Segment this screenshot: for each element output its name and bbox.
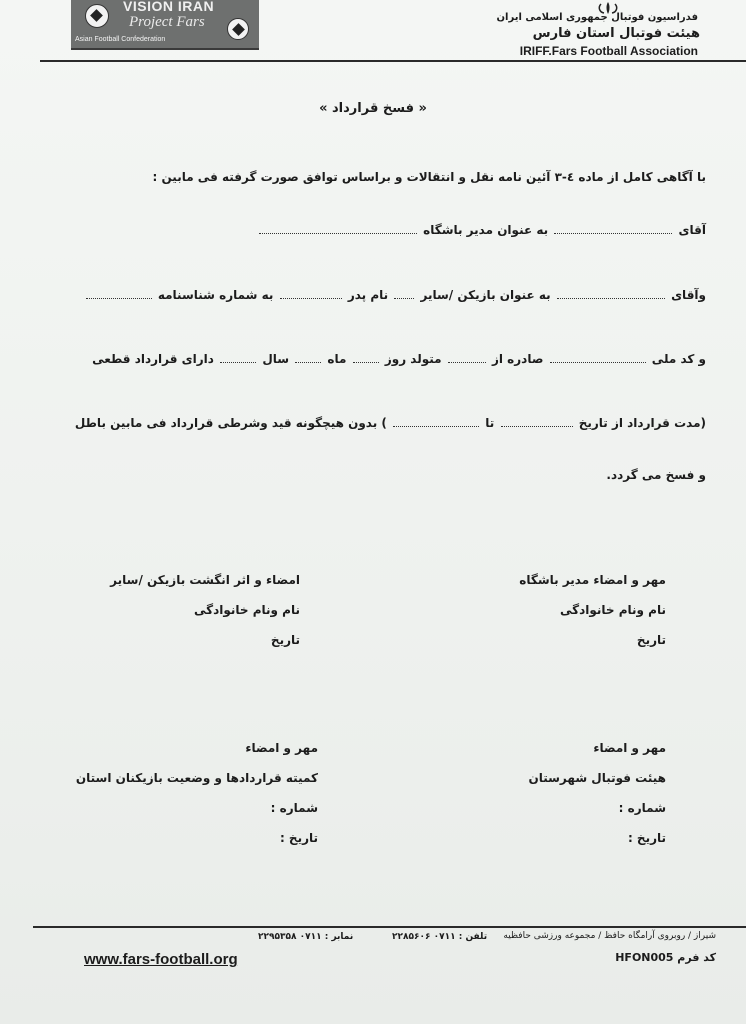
label-day: روز xyxy=(384,352,407,366)
footer-phone: تلفن : ۰۷۱۱ ۲۲۸۵۶۰۶ xyxy=(392,932,488,942)
form-code: کد فرم HFON005 xyxy=(615,951,716,964)
manager-name-blank[interactable] xyxy=(554,223,672,234)
committee-name-label: کمیته قراردادها و وضعیت بازیکنان استان xyxy=(75,771,318,785)
committee-stamp-label: مهر و امضاء xyxy=(245,741,318,755)
association-name-en: IRIFF.Fars Football Association xyxy=(519,44,698,58)
father-name-blank[interactable] xyxy=(280,288,342,299)
form-line-contract-period xyxy=(75,416,706,430)
national-code-blank[interactable] xyxy=(550,352,646,363)
label-father-name: نام پدر xyxy=(347,288,389,302)
label-mr: آقای xyxy=(678,223,706,237)
player-signature-label: امضاء و اثر انگشت بازیکن /سایر xyxy=(110,573,300,587)
intro-line: با آگاهی کامل از ماده ٤-٣ آئین نامه نقل و انتقالات و براساس توافق صورت گرفته فی مابین : xyxy=(152,170,706,184)
label-has-contract: دارای قرارداد قطعی xyxy=(92,352,214,366)
label-as-club-manager: به عنوان مدیر باشگاه xyxy=(423,223,549,237)
city-board-name-label: هیئت فوتبال شهرستان xyxy=(528,771,666,785)
label-id-number: به شماره شناسنامه xyxy=(157,288,274,302)
footer-fax: نمابر : ۰۷۱۱ ۲۲۹۵۳۵۸ xyxy=(258,932,354,942)
player-date-label: تاریخ xyxy=(270,633,300,647)
label-month: ماه xyxy=(327,352,347,366)
committee-signature-block xyxy=(76,741,318,861)
label-issued-from: صادره از xyxy=(491,352,544,366)
club-manager-name-label: نام ونام خانوادگی xyxy=(559,603,666,617)
committee-number-label: شماره : xyxy=(270,801,318,815)
id-number-blank[interactable] xyxy=(86,288,152,299)
player-name-blank[interactable] xyxy=(557,288,665,299)
club-manager-stamp-label: مهر و امضاء مدیر باشگاه xyxy=(519,573,666,587)
committee-date-label: تاریخ : xyxy=(279,831,318,845)
footer-address: شیراز / روبروی آرامگاه حافظ / مجموعه ورزشی حافظیه xyxy=(503,931,716,941)
club-name-blank[interactable] xyxy=(259,223,417,234)
label-and-mr: وآقای xyxy=(671,288,706,302)
birth-month-blank[interactable] xyxy=(295,352,321,363)
logo-text-project: Project Fars xyxy=(129,14,205,30)
logo-text-vision: VISION IRAN xyxy=(123,0,215,14)
city-board-stamp-label: مهر و امضاء xyxy=(593,741,666,755)
player-name-label: نام ونام خانوادگی xyxy=(193,603,300,617)
header-divider xyxy=(40,60,746,62)
footer-divider xyxy=(33,926,746,928)
federation-name-fa: فدراسیون فوتبال جمهوری اسلامی ایران xyxy=(496,12,698,23)
label-as-player: به عنوان بازیکن /سایر xyxy=(420,288,551,302)
player-role-blank[interactable] xyxy=(394,288,414,299)
city-board-date-label: تاریخ : xyxy=(627,831,666,845)
vision-iran-logo xyxy=(71,0,259,50)
issued-from-blank[interactable] xyxy=(448,352,486,363)
birth-day-blank[interactable] xyxy=(353,352,379,363)
club-manager-signature-block xyxy=(519,573,666,663)
football-emblem-icon xyxy=(227,18,249,40)
label-to: تا xyxy=(485,416,495,430)
player-signature-block xyxy=(110,573,300,663)
board-name-fa: هیئت فوتبال استان فارس xyxy=(532,26,700,41)
label-born: متولد xyxy=(410,352,442,366)
website-link[interactable]: www.fars-football.org xyxy=(84,951,238,968)
contract-start-blank[interactable] xyxy=(501,416,573,427)
city-board-number-label: شماره : xyxy=(618,801,666,815)
label-year: سال xyxy=(262,352,290,366)
label-void-clause: ) بدون هیچگونه قید وشرطی قرارداد فی مابین باطل xyxy=(74,416,387,430)
form-line-national-id xyxy=(92,352,706,366)
form-line-manager xyxy=(257,223,706,237)
form-line-player xyxy=(84,288,706,302)
club-manager-date-label: تاریخ xyxy=(636,633,666,647)
birth-year-blank[interactable] xyxy=(220,352,256,363)
label-contract-from: (مدت قرارداد از تاریخ xyxy=(578,416,706,430)
city-board-signature-block xyxy=(528,741,666,861)
football-icon xyxy=(85,4,109,28)
document-title: « فسخ قرارداد » xyxy=(319,101,427,116)
form-line-termination: و فسخ می گردد. xyxy=(606,468,706,482)
label-national-code: و کد ملی xyxy=(651,352,706,366)
logo-text-afc: Asian Football Confederation xyxy=(75,36,166,43)
contract-end-blank[interactable] xyxy=(393,416,479,427)
